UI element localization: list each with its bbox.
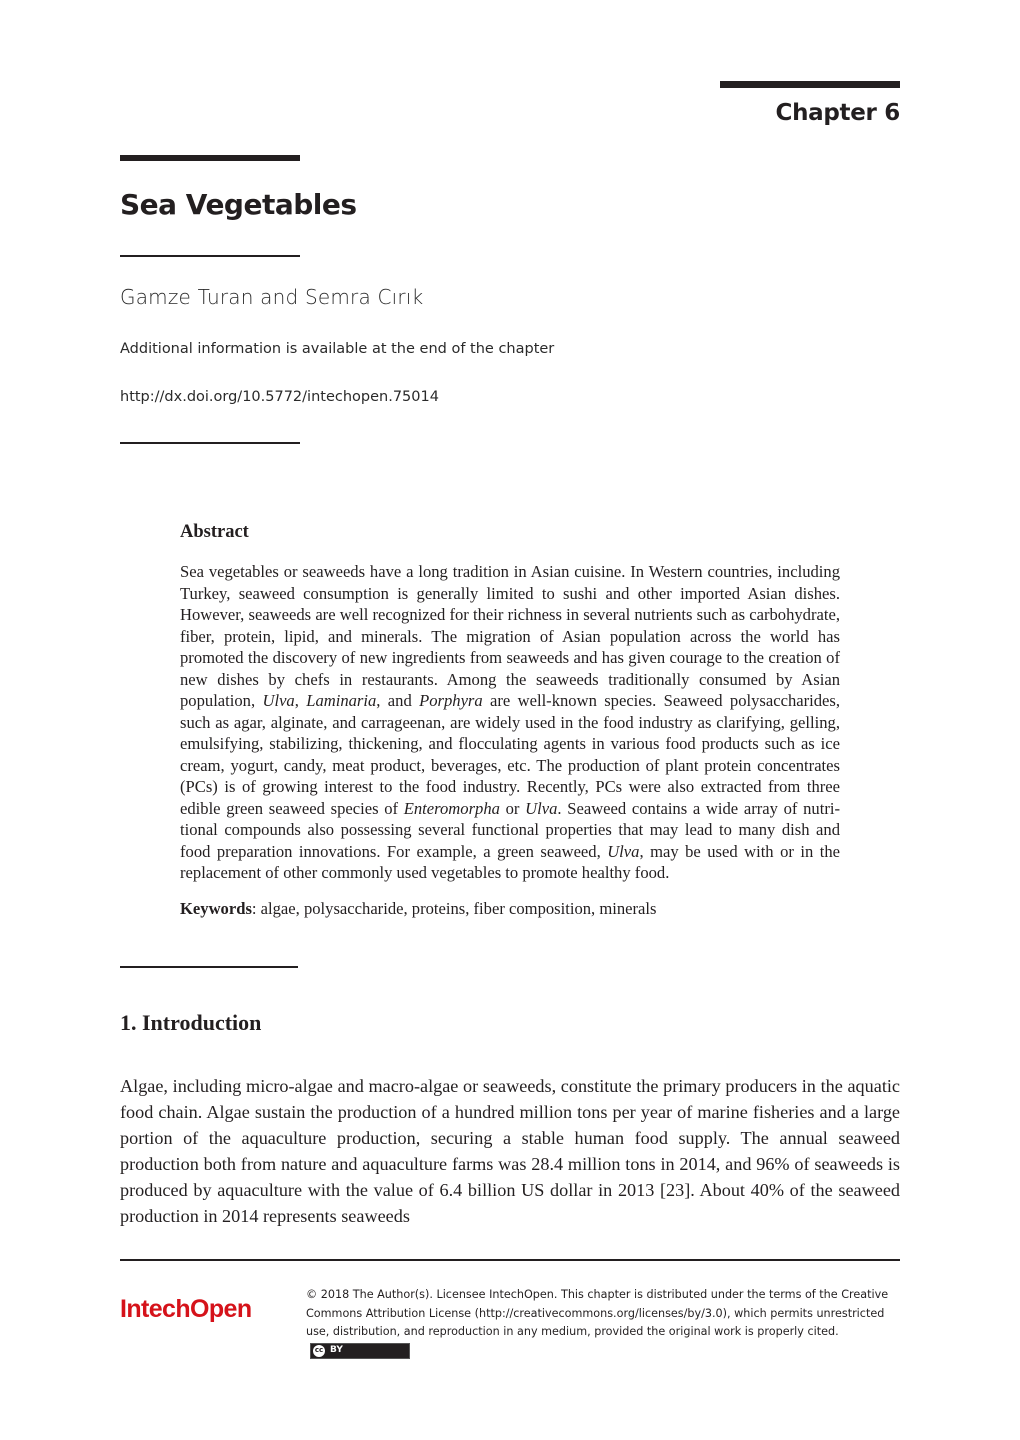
chapter-title: Sea Vegetables (120, 188, 357, 221)
introduction-paragraph: Algae, including micro-algae and macro-algae or seaweeds, constitute the primary producers in the aquatic food chain. Algae sustain the production of a hundred million tons per year of marine fisheries and a large portion of the aquaculture production, securing a stable human food supply. The annual seaweed production both from nature and aquaculture farms was 28.4 million tons in 2014, and 96% of seaweeds is produced by aquaculture with the value of 6.4 billion US dollar in 2013 [23]. About 40% of the seaweed production in 2014 represents seaweeds (120, 1076, 900, 1226)
species-laminaria: Laminaria (306, 691, 377, 710)
doi-link[interactable]: http://dx.doi.org/10.5772/intechopen.75014 (120, 389, 439, 405)
keywords-line (180, 898, 840, 920)
species-porphyra: Porphyra (419, 691, 483, 710)
chapter-label: Chapter 6 (775, 100, 900, 126)
intechopen-logo[interactable]: IntechOpen (120, 1295, 252, 1323)
abstract-section (180, 522, 840, 919)
header-bottom-rule (120, 442, 300, 444)
additional-info-note: Additional information is available at the end of the chapter (120, 341, 555, 357)
species-ulva: Ulva (525, 798, 558, 818)
species-enteromorpha: Enteromorpha (403, 798, 500, 818)
abstract-text: Sea vegetables or seaweeds have a long tradition in Asian cuisine. In Western countries, including Turkey, seaweed consumption is generally limited to sushi and other imported Asian dishes. However, seaweeds are well recognized for their richness in several nutrients such as carbohydrate, fiber, protein, lipid, and minerals. The migration of Asian population across the world has promoted the discovery of new ingredients from seaweeds and has given courage to the creation of new dishes by chefs in restaurants. Among the seaweeds traditionally consumed by Asian population, Ulva, Laminaria, and Porphyra are well-known species. Seaweed polysaccharides, such as agar, alginate, and carrageenan, are widely used in the food industry as clarifying, gelling, emulsifying, stabilizing, thickening, and flocculating agents in various food products such as ice cream, yogurt, candy, meat product, beverages, etc. The production of plant protein concentrates (PCs) is of growing interest to the food industry. Recently, PCs were also extracted from three edible green seaweed species of Enteromorpha or Ulva. Seaweed contains a wide array of nutritional compounds also possessing several functional properties that may lead to many dish and food preparation innovations. For example, a green seaweed, Ulva, may be used with or in the replacement of other commonly used vegetables to promote healthy food. (180, 562, 841, 882)
title-top-rule (120, 155, 300, 161)
chapter-rule (720, 81, 900, 88)
abstract-heading: Abstract (180, 522, 249, 542)
title-bottom-rule (120, 255, 300, 257)
abstract-bottom-rule (120, 966, 298, 968)
species-ulva: Ulva (262, 691, 295, 710)
keywords-list: : algae, polysaccharide, proteins, fiber composition, minerals (251, 898, 657, 918)
species-ulva: Ulva (607, 841, 640, 861)
authors: Gamze Turan and Semra Cırık (120, 285, 424, 309)
cc-by-label: BY (330, 1345, 343, 1356)
keywords-label: Keywords (180, 898, 252, 918)
section-heading-introduction: 1. Introduction (120, 1010, 262, 1035)
footer-rule (120, 1259, 900, 1261)
cc-by-badge[interactable] (310, 1343, 410, 1359)
license-text: © 2018 The Author(s). Licensee IntechOpen. This chapter is distributed under the terms of the Creative Commons Attribution License (http://creativecommons.org/licenses/by/3.0), which permits unrestricted use, distribution, and reproduction in any medium, provided the original work is properly cited. (306, 1288, 889, 1338)
license-notice (306, 1286, 906, 1360)
creative-commons-icon: cc (313, 1345, 325, 1357)
